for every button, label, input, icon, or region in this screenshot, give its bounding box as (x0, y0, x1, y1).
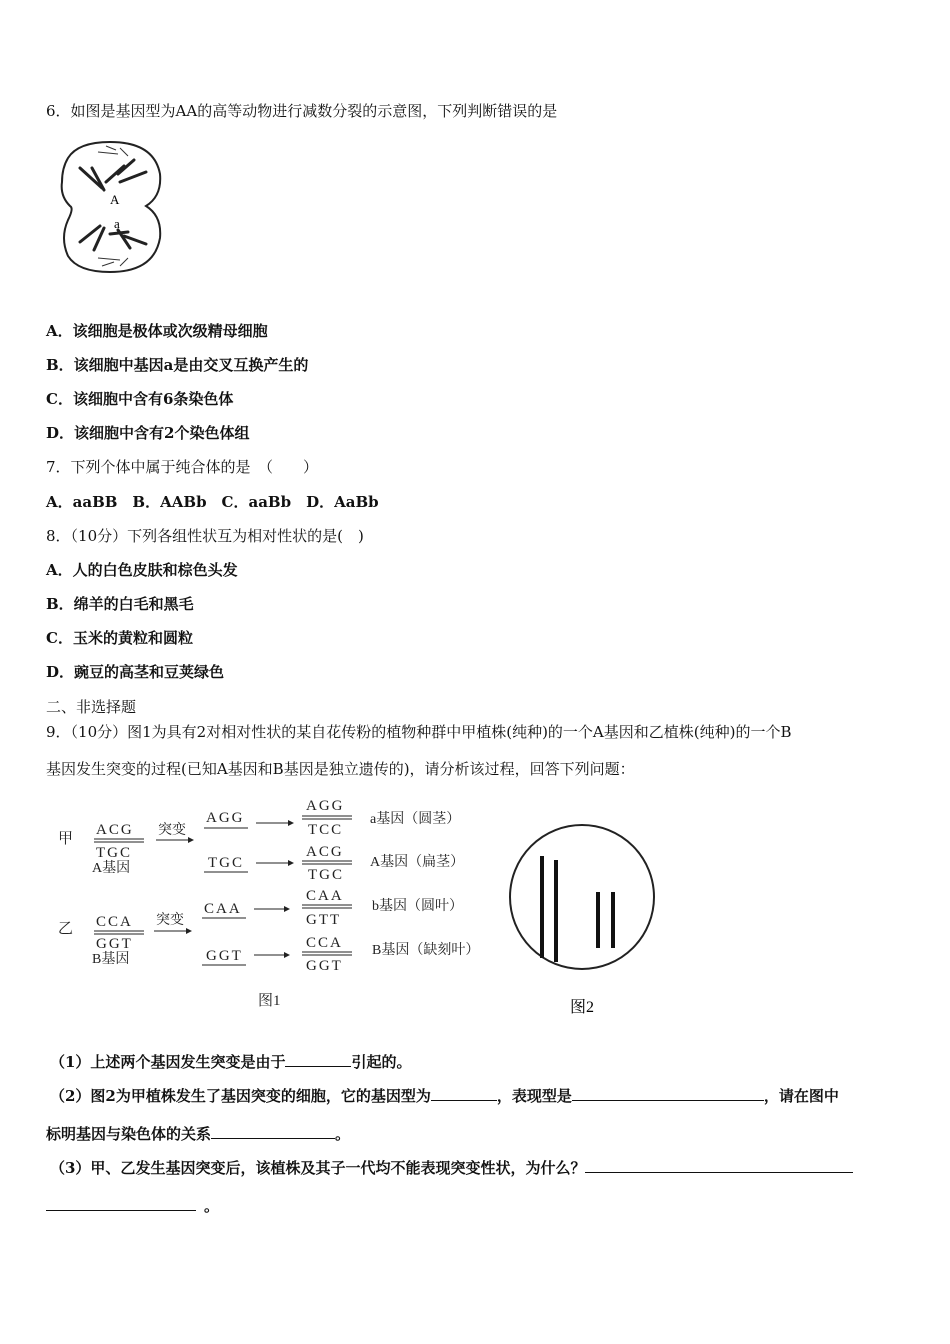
q9-sub2-text-b: ，表现型是 (496, 1087, 572, 1105)
jia-top-strand: ACG (96, 822, 134, 838)
yi-mut-strand: CAA (204, 901, 242, 917)
q9-sub1-text-b: 引起的。 (351, 1053, 412, 1071)
q9-sub1-text-a: （1）上述两个基因发生突变是由于 (50, 1053, 286, 1071)
q9-stem-line2: 基因发生突变的过程(已知A基因和B基因是独立遗传的)，请分析该过程，回答下列问题： (46, 760, 635, 778)
q9-sub2-text-d: 标明基因与染色体的关系 (46, 1125, 212, 1143)
jia-norm-top: ACG (306, 844, 344, 860)
q9-sub3 (50, 1158, 853, 1178)
q6-option-a: A．该细胞是极体或次级精母细胞 (46, 322, 268, 340)
jia-mut-top: AGG (306, 798, 345, 814)
q9-sub3-line2 (46, 1196, 219, 1216)
q7-options: A．aaBB B．AABb C．aaBb D．AaBb (46, 493, 379, 511)
jia-norm-label: A基因（扁茎） (370, 855, 465, 870)
q6-option-d: D．该细胞中含有2个染色体组 (46, 424, 250, 442)
q6-cell-figure (58, 138, 168, 278)
yi-norm-top: CCA (306, 935, 343, 951)
jia-bottom-strand: TGC (96, 845, 132, 861)
figure-2-caption: 图2 (570, 999, 595, 1016)
yi-top-strand: CCA (96, 914, 133, 930)
yi-mutation-label: 突变 (156, 913, 184, 928)
answer-blank-phenotype[interactable] (572, 1086, 764, 1101)
row-label-jia: 甲 (58, 831, 74, 847)
q6-option-c: C．该细胞中含有6条染色体 (46, 390, 234, 408)
yi-norm-label: B基因（缺刻叶） (372, 943, 480, 958)
q8-option-b: B．绵羊的白毛和黑毛 (46, 595, 194, 613)
q9-sub2-text-e: 。 (335, 1125, 351, 1143)
figure-2 (506, 822, 662, 1022)
yi-gene-label: B基因 (92, 952, 130, 967)
jia-mut-label: a基因（圆茎） (370, 812, 461, 827)
q6-stem: 6．如图是基因型为AA的高等动物进行减数分裂的示意图，下列判断错误的是 (46, 102, 558, 120)
answer-blank-reason-1[interactable] (585, 1158, 853, 1173)
q9-sub2 (50, 1086, 839, 1106)
figure-label-a: a (114, 216, 120, 231)
q9-sub1 (50, 1052, 411, 1072)
jia-mut-strand: AGG (206, 810, 245, 826)
figure-1-caption: 图1 (258, 993, 281, 1009)
jia-mutation-label: 突变 (158, 823, 186, 838)
jia-gene-label: A基因 (92, 861, 131, 876)
yi-norm-bottom: GGT (306, 958, 343, 974)
q9-sub2-text-c: ，请在图中 (763, 1087, 839, 1105)
q8-option-a: A．人的白色皮肤和棕色头发 (46, 561, 238, 579)
q8-option-c: C．玉米的黄粒和圆粒 (46, 629, 193, 647)
yi-mut-bottom: GTT (306, 912, 342, 928)
jia-mut-bottom: TCC (308, 822, 344, 838)
answer-blank-relation[interactable] (211, 1124, 335, 1139)
yi-mut-top: CAA (306, 888, 344, 904)
yi-bottom-strand: GGT (96, 936, 133, 952)
q7-stem: 7．下列个体中属于纯合体的是 （ ） (46, 458, 319, 476)
answer-blank-1[interactable] (285, 1052, 351, 1067)
q8-option-d: D．豌豆的高茎和豆荚绿色 (46, 663, 225, 681)
q9-sub2-line2 (46, 1124, 350, 1144)
yi-norm-strand: GGT (206, 948, 243, 964)
figure-label-A: A (110, 192, 120, 207)
q6-option-b: B．该细胞中基因a是由交叉互换产生的 (46, 356, 309, 374)
yi-mut-label: b基因（圆叶） (372, 899, 463, 914)
row-label-yi: 乙 (58, 921, 74, 937)
q9-sub3-text-a: （3）甲、乙发生基因突变后，该植株及其子一代均不能表现突变性状，为什么？ (50, 1159, 586, 1177)
jia-norm-strand: TGC (208, 855, 244, 871)
answer-blank-genotype[interactable] (431, 1086, 497, 1101)
figure-1 (52, 792, 498, 1022)
section-title: 二、非选择题 (46, 698, 137, 716)
jia-norm-bottom: TGC (308, 867, 344, 883)
answer-blank-reason-2[interactable] (46, 1196, 196, 1211)
q9-sub2-text-a: （2）图2为甲植株发生了基因突变的细胞，它的基因型为 (50, 1087, 431, 1105)
q8-stem: 8．（10分）下列各组性状互为相对性状的是( ) (46, 527, 364, 545)
q9-sub3-end: 。 (204, 1197, 220, 1215)
q9-stem-line1: 9．（10分）图1为具有2对相对性状的某自花传粉的植物种群中甲植株(纯种)的一个A基因和乙植株(纯种)的一个B (46, 723, 792, 741)
